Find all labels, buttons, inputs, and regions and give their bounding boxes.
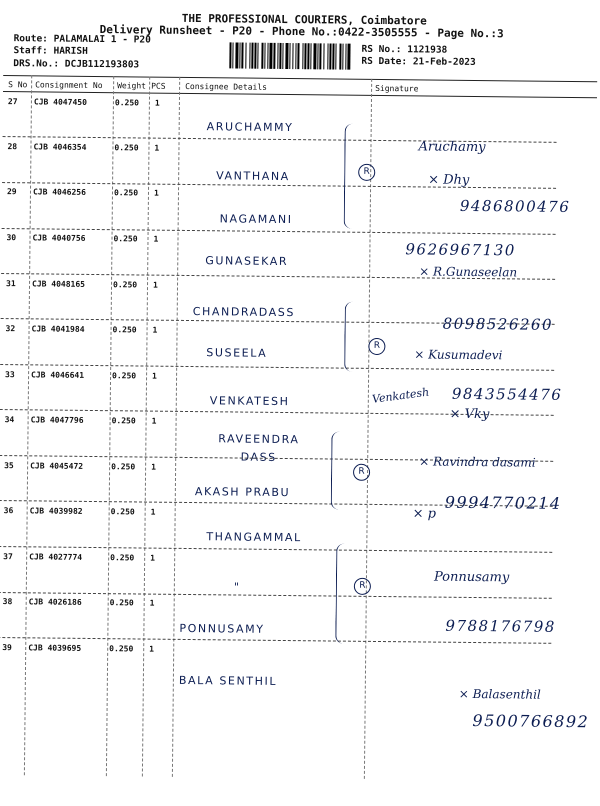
row-sno: 32 [5, 324, 16, 334]
route-label: Route: PALAMALAI 1 - P20 [13, 33, 151, 46]
row-consignment-no: CJB 4046641 [31, 370, 85, 380]
signature-handwriting: × Kusumadevi [414, 347, 503, 363]
row-sno: 27 [7, 97, 18, 107]
col-header-consignment: Consignment No [35, 80, 103, 91]
row-sno: 31 [5, 279, 16, 289]
consignee-name: THANGAMMAL [206, 530, 302, 545]
drs-number: DRS.No.: DCJB112193803 [13, 58, 140, 71]
row-consignment-no: CJB 4047796 [30, 415, 84, 425]
phone-handwriting: 9500766892 [472, 710, 590, 732]
row-consignment-no: CJB 4027774 [29, 552, 83, 562]
receiver-stamp: R [358, 164, 375, 181]
row-consignment-no: CJB 4047450 [33, 97, 87, 107]
col-header-pcs: PCS [151, 81, 166, 91]
rs-number: RS No.: 1121938 [361, 43, 448, 56]
grouping-brace [344, 124, 358, 229]
row-consignment-no: CJB 4045472 [30, 461, 84, 471]
receiver-stamp: R [354, 578, 371, 595]
receiver-stamp: R [368, 338, 385, 355]
row-sno: 37 [3, 552, 13, 562]
row-sno: 35 [4, 461, 14, 471]
row-weight: 0.250 [109, 644, 134, 654]
row-weight: 0.250 [111, 416, 136, 426]
row-sno: 33 [5, 370, 15, 380]
signature-handwriting: × Ravindra dasami [419, 454, 536, 470]
col-divider [172, 77, 180, 777]
row-consignment-no: CJB 4039982 [29, 506, 83, 516]
barcode [229, 42, 351, 69]
row-separator [0, 592, 552, 599]
consignee-name: ARUCHAMMY [206, 120, 294, 135]
row-separator [0, 364, 554, 371]
consignee-name: AKASH PRABU [194, 485, 291, 500]
row-consignment-no: CJB 4039695 [28, 643, 82, 653]
phone-handwriting: 9994770214 [444, 492, 562, 513]
row-pcs: 1 [152, 280, 158, 290]
row-pcs: 1 [154, 98, 160, 108]
row-weight: 0.250 [112, 325, 137, 335]
consignee-name: " [233, 580, 241, 594]
consignee-name: GUNASEKAR [205, 254, 289, 269]
runsheet-subtitle: Delivery Runsheet - P20 - Phone No.:0422-3505555 - Page No.:3 [99, 23, 504, 41]
row-consignment-no: CJB 4046256 [32, 187, 87, 197]
phone-handwriting: 9788176798 [445, 616, 556, 636]
row-weight: 0.250 [112, 280, 138, 290]
row-weight: 0.250 [113, 234, 138, 244]
rs-date: RS Date: 21-Feb-2023 [361, 55, 476, 68]
col-divider [24, 75, 32, 775]
row-consignment-no: CJB 4041984 [31, 324, 85, 334]
phone-handwriting: 9626967130 [405, 240, 516, 260]
signature-handwriting: × Vky [449, 406, 490, 423]
signature-handwriting: × R.Gunaseelan [419, 264, 518, 280]
row-pcs: 1 [152, 325, 158, 335]
row-sno: 38 [2, 597, 13, 607]
row-pcs: 1 [153, 234, 159, 244]
col-header-sno: S No [8, 80, 28, 90]
row-pcs: 1 [151, 462, 156, 472]
row-consignment-no: CJB 4048165 [31, 279, 86, 289]
col-divider [142, 77, 150, 777]
phone-handwriting: 8098526260 [442, 314, 554, 334]
phone-handwriting: 9843554476 [451, 384, 563, 404]
col-header-weight: Weight [117, 81, 147, 91]
row-pcs: 1 [154, 143, 160, 153]
row-weight: 0.250 [112, 371, 137, 381]
col-divider [364, 79, 372, 779]
signature-handwriting: Ponnusamy [433, 569, 510, 586]
row-sno: 34 [4, 415, 15, 425]
row-weight: 0.250 [109, 598, 134, 608]
col-divider [106, 76, 114, 776]
consignee-name: VANTHANA [216, 169, 290, 184]
row-pcs: 1 [151, 416, 157, 426]
consignee-name: VENKATESH [209, 394, 290, 409]
row-separator [0, 546, 552, 553]
grouping-brace [344, 302, 358, 372]
row-sno: 39 [2, 643, 12, 653]
signature-handwriting: Aruchamy [418, 139, 486, 156]
consignee-name: CHANDRADASS [192, 305, 296, 320]
company-title: THE PROFESSIONAL COURIERS, Coimbatore [181, 11, 427, 28]
row-sno: 36 [3, 506, 14, 516]
grouping-brace [331, 431, 345, 509]
staff-label: Staff: HARISH [13, 45, 88, 57]
row-sno: 30 [6, 233, 17, 243]
row-weight: 0.250 [110, 507, 135, 517]
row-pcs: 1 [150, 553, 156, 563]
row-pcs: 1 [149, 598, 155, 608]
col-header-details: Consignee Details [185, 81, 268, 92]
row-pcs: 1 [150, 507, 156, 517]
row-weight: 0.250 [114, 143, 139, 153]
row-weight: 0.250 [111, 462, 136, 472]
signature-handwriting: Venkatesh [371, 385, 430, 406]
consignee-name: BALA SENTHIL [178, 673, 278, 688]
consignee-name: SUSEELA [206, 346, 268, 360]
consignee-name: PONNUSAMY [179, 621, 265, 636]
grouping-brace [335, 544, 349, 644]
signature-handwriting: × Balasenthil [458, 686, 541, 702]
row-separator [0, 637, 551, 644]
consignee-name: RAVEENDRA DASS [218, 432, 300, 464]
row-consignment-no: CJB 4040756 [32, 233, 86, 243]
row-consignment-no: CJB 4026186 [28, 597, 82, 607]
row-consignment-no: CJB 4046354 [33, 142, 87, 152]
signature-handwriting: × Dhy [428, 172, 470, 188]
col-header-signature: Signature [375, 83, 419, 94]
row-pcs: 1 [152, 371, 157, 381]
receiver-stamp: R [353, 464, 370, 481]
row-weight: 0.250 [110, 553, 135, 563]
row-pcs: 1 [149, 644, 155, 654]
row-sno: 28 [7, 142, 18, 152]
row-weight: 0.250 [113, 188, 139, 198]
consignee-name: NAGAMANI [219, 212, 293, 227]
phone-handwriting: 9486800476 [459, 196, 571, 216]
row-pcs: 1 [153, 188, 159, 198]
signature-handwriting: × p [412, 506, 437, 522]
row-sno: 29 [6, 187, 17, 197]
row-weight: 0.250 [114, 98, 140, 108]
header-bottom-rule [3, 91, 597, 98]
